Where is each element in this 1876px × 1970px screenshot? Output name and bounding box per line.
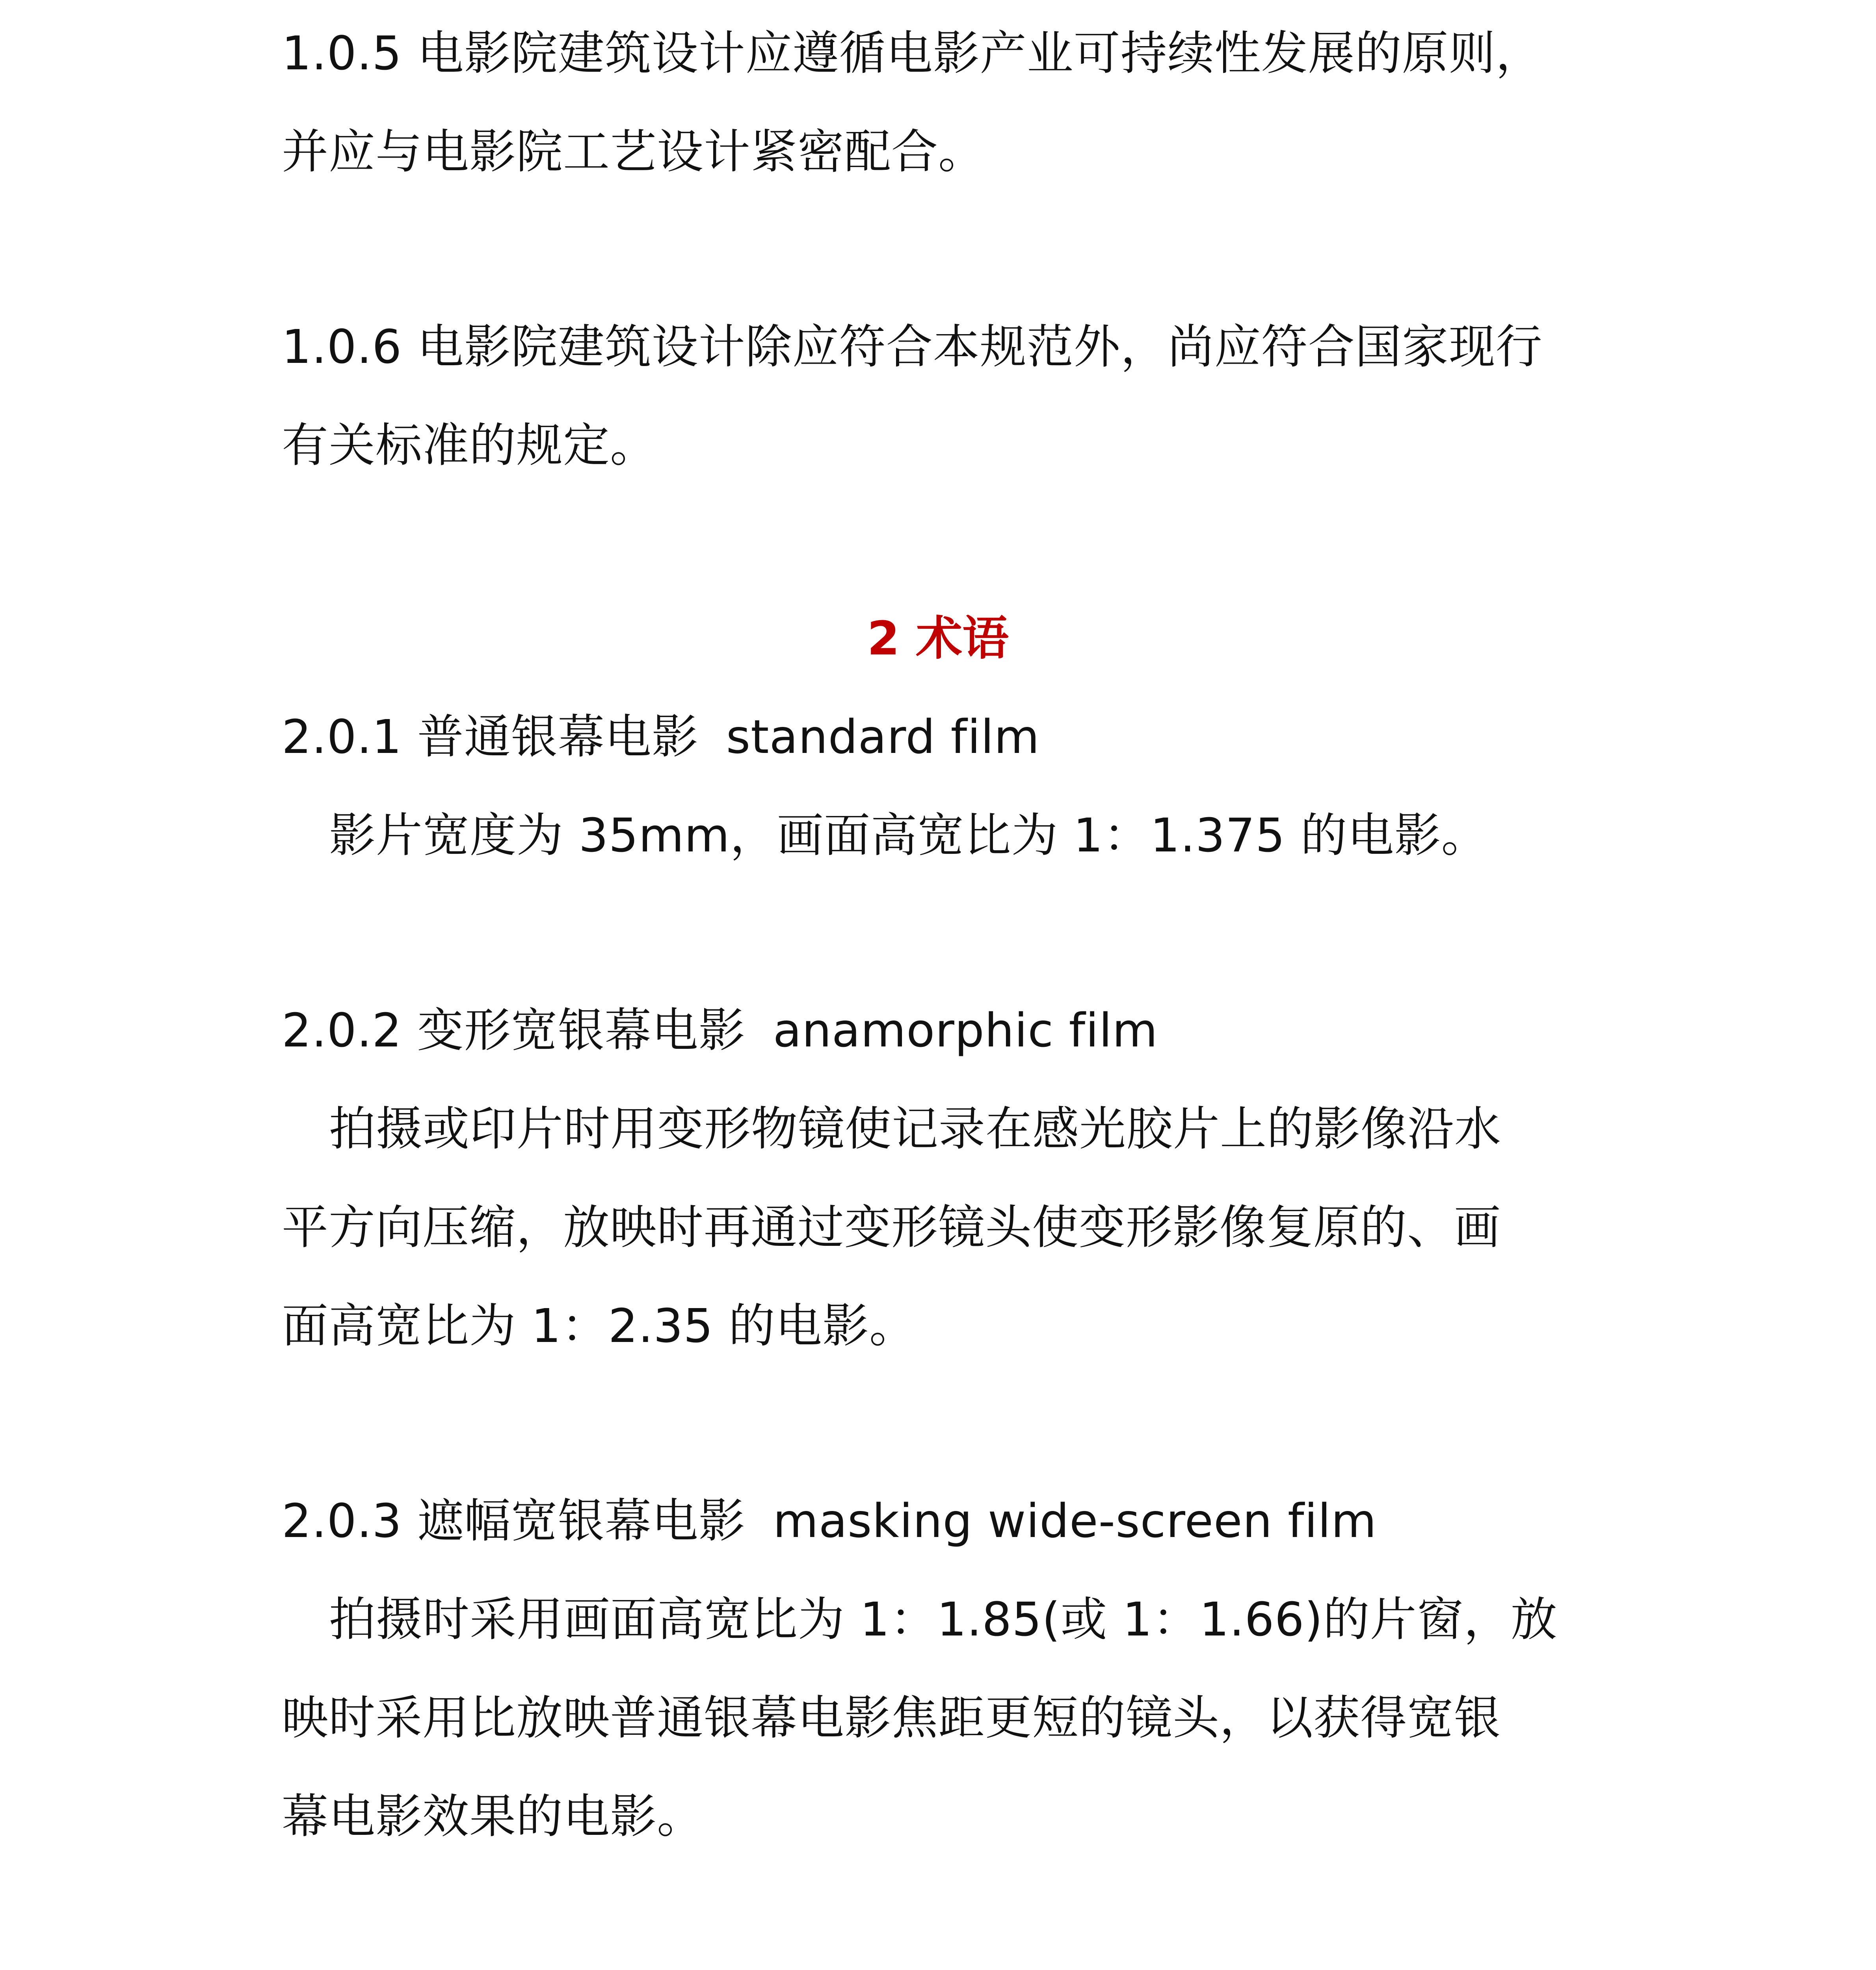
term-2-0-3-definition-line-1: 拍摄时采用画面高宽比为 1：1.85(或 1：1.66)的片窗，放 bbox=[329, 1592, 1558, 1647]
clause-1-0-5-line-1: 1.0.5 电影院建筑设计应遵循电影产业可持续性发展的原则， bbox=[282, 26, 1543, 80]
term-2-0-3-definition-line-3: 幕电影效果的电影。 bbox=[282, 1789, 704, 1844]
clause-1-0-6-line-1: 1.0.6 电影院建筑设计除应符合本规范外，尚应符合国家现行 bbox=[282, 320, 1543, 374]
term-2-0-1-definition-line-1: 影片宽度为 35mm，画面高宽比为 1：1.375 的电影。 bbox=[329, 808, 1488, 862]
term-2-0-3-english: masking wide-screen film bbox=[773, 1494, 1377, 1548]
clause-1-0-6-line-2: 有关标准的规定。 bbox=[282, 418, 657, 472]
term-2-0-3-title bbox=[282, 1493, 1594, 1548]
term-2-0-3-definition-line-2: 映时采用比放映普通银幕电影焦距更短的镜头，以获得宽银 bbox=[282, 1691, 1501, 1745]
term-2-0-1-english: standard film bbox=[726, 710, 1040, 764]
clause-1-0-5-line-2: 并应与电影院工艺设计紧密配合。 bbox=[282, 125, 985, 179]
term-2-0-2-label: 2.0.2 变形宽银幕电影 bbox=[282, 1003, 746, 1057]
term-2-0-1-title bbox=[282, 709, 1594, 764]
term-2-0-3-label: 2.0.3 遮幅宽银幕电影 bbox=[282, 1494, 746, 1548]
term-2-0-1-label: 2.0.1 普通银幕电影 bbox=[282, 710, 699, 764]
term-2-0-2-definition-line-3: 面高宽比为 1：2.35 的电影。 bbox=[282, 1299, 916, 1353]
term-2-0-2-definition-line-1: 拍摄或印片时用变形物镜使记录在感光胶片上的影像沿水 bbox=[329, 1102, 1502, 1156]
term-2-0-2-title bbox=[282, 1003, 1594, 1058]
term-2-0-2-english: anamorphic film bbox=[773, 1003, 1158, 1057]
section-2-heading: 2 术语 bbox=[867, 611, 1009, 665]
term-2-0-2-definition-line-2: 平方向压缩，放映时再通过变形镜头使变形影像复原的、画 bbox=[282, 1200, 1501, 1254]
